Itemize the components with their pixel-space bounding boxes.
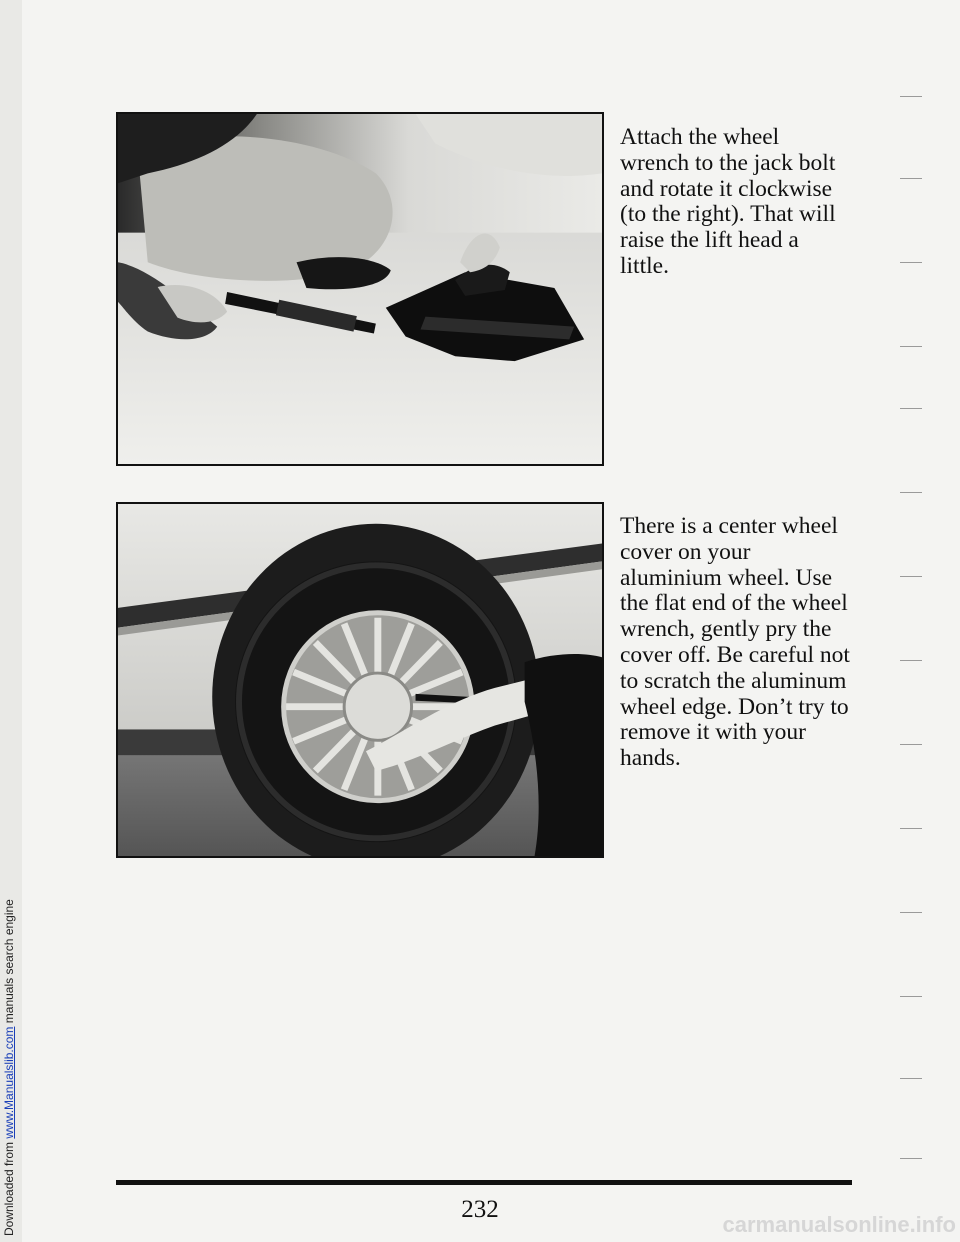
margin-mark xyxy=(900,1078,922,1079)
margin-mark xyxy=(900,178,922,179)
wheel-cover-photo xyxy=(116,502,604,858)
margin-mark xyxy=(900,96,922,97)
margin-mark xyxy=(900,828,922,829)
download-credit xyxy=(2,616,18,1236)
instruction-text-1: Attach the wheel wrench to the jack bolt and rotate it clockwise (to the right). That will raise the lift head a little. xyxy=(620,124,836,279)
margin-mark xyxy=(900,660,922,661)
instruction-text-2: There is a center wheel cover on your aluminium wheel. Use the flat end of the wheel wrench, gently pry the cover off. Be careful not to scratch the aluminum wheel edge. Don’t try to remove it with your hands. xyxy=(620,513,850,772)
margin-mark xyxy=(900,262,922,263)
margin-mark xyxy=(900,576,922,577)
margin-mark xyxy=(900,744,922,745)
margin-mark xyxy=(900,996,922,997)
page-number: 232 xyxy=(461,1196,499,1223)
margin-mark xyxy=(900,492,922,493)
margin-mark xyxy=(900,1158,922,1159)
footer-rule xyxy=(116,1180,852,1185)
jack-photo xyxy=(116,112,604,466)
credit-prefix: Downloaded from xyxy=(2,1138,16,1236)
margin-mark xyxy=(900,346,922,347)
credit-suffix: manuals search engine xyxy=(2,899,16,1027)
margin-mark xyxy=(900,912,922,913)
watermark: carmanualsonline.info xyxy=(722,1212,956,1237)
margin-mark xyxy=(900,408,922,409)
manualslib-link[interactable]: www.Manualslib.com xyxy=(2,1026,16,1139)
